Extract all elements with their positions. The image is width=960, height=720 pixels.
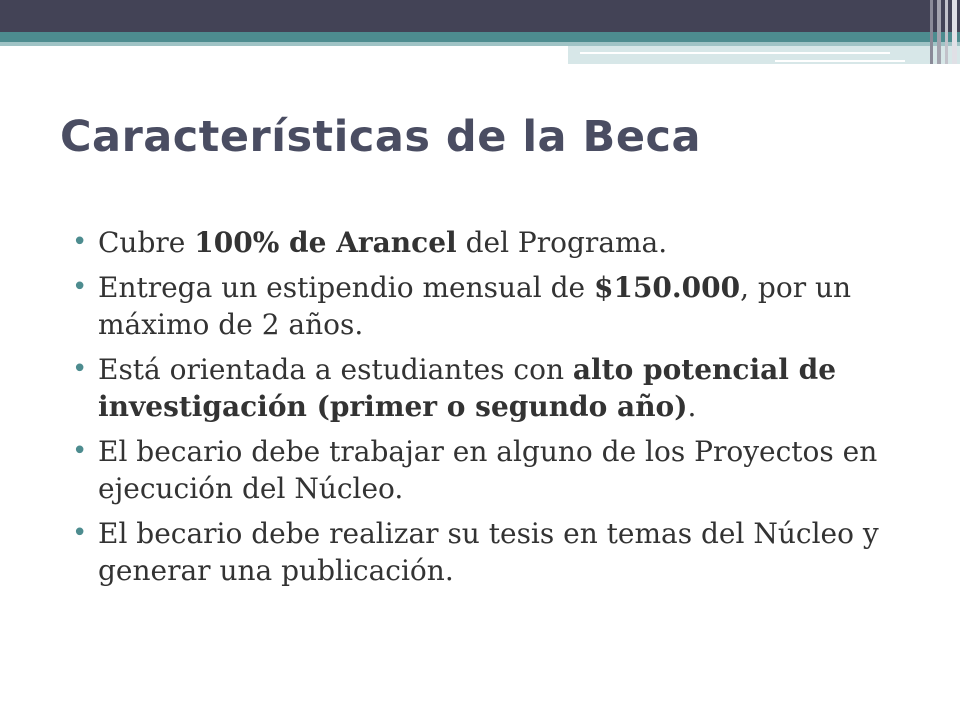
bullet-text-post: del Programa.	[456, 226, 668, 259]
bullet-item	[72, 351, 932, 425]
bullet-text-bold: 100% de Arancel	[194, 226, 457, 259]
header-accent-line	[580, 52, 890, 54]
bullet-item	[72, 224, 932, 261]
bullet-text-pre: Está orientada a estudiantes con	[98, 353, 573, 386]
bullet-item	[72, 269, 932, 343]
header-band-dark	[0, 0, 960, 32]
bullet-icon: •	[72, 272, 88, 302]
bullet-icon: •	[72, 354, 88, 384]
bullet-icon: •	[72, 227, 88, 257]
header-accent-line-short	[775, 60, 905, 62]
bullet-text-bold: $150.000	[593, 271, 741, 304]
bullet-text: El becario debe trabajar en alguno de los Proyectos en ejecución del Núcleo.	[98, 435, 878, 505]
header-vertical-stripe	[930, 0, 933, 64]
bullet-text: El becario debe realizar su tesis en temas del Núcleo y generar una publicación.	[98, 517, 879, 587]
bullet-text-post: , por un máximo de 2 años.	[98, 271, 852, 341]
bullet-item	[72, 433, 932, 507]
bullet-text-bold: alto potencial de investigación (primer o segundo año)	[98, 353, 837, 423]
bullet-text-pre: Entrega un estipendio mensual de	[98, 271, 594, 304]
bullet-icon: •	[72, 518, 88, 548]
bullet-icon: •	[72, 436, 88, 466]
header-vertical-stripe	[937, 0, 941, 64]
bullet-text-pre: Cubre	[98, 226, 195, 259]
bullet-list	[72, 224, 932, 597]
header-band-teal	[0, 32, 960, 42]
bullet-text-post: .	[687, 390, 697, 423]
header-vertical-stripe	[945, 0, 948, 64]
slide-title: Características de la Beca	[60, 112, 701, 162]
header-vertical-stripe	[952, 0, 957, 64]
bullet-item	[72, 515, 932, 589]
